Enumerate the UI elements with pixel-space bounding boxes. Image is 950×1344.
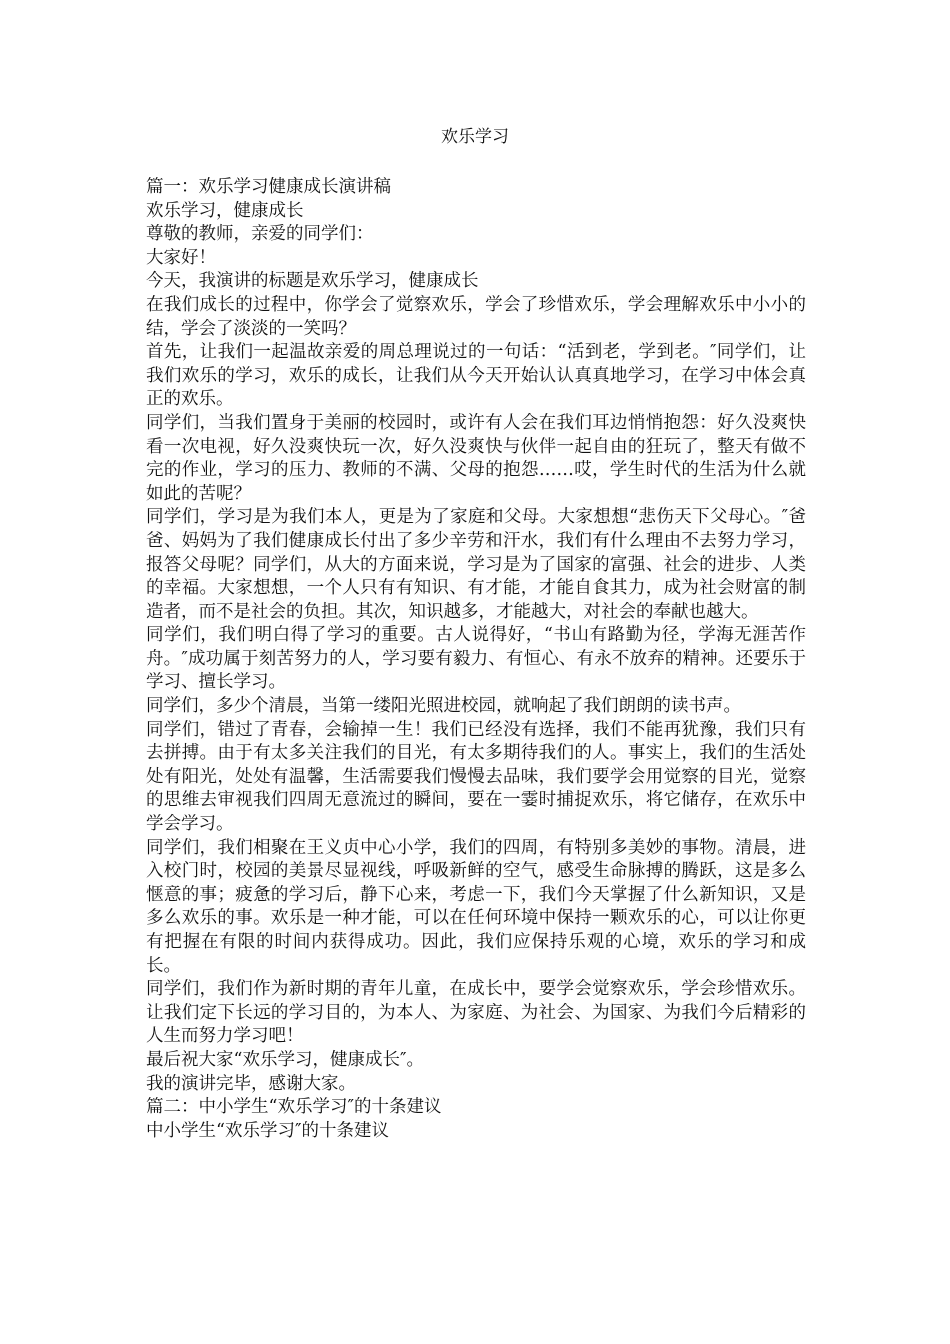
subheading-part-two: 中小学生“欢乐学习″的十条建议 [146, 1120, 389, 1141]
paragraph: 首先，让我们一起温故亲爱的周总理说过的一句话：“活到老，学到老。″同学们，让我们欢乐的学习，欢乐的成长，让我们从今天开始认认真真地学习，在学习中体会真正的欢乐。 [146, 342, 806, 410]
paragraph: 同学们，多少个清晨，当第一缕阳光照进校园，就响起了我们朗朗的读书声。 [146, 696, 741, 717]
document-body [146, 176, 806, 1143]
paragraph: 在我们成长的过程中，你学会了觉察欢乐，学会了珍惜欢乐，学会理解欢乐中小小的结，学会了淡淡的一笑吗？ [146, 294, 806, 339]
document-title: 欢乐学习 [441, 127, 509, 147]
paragraph: 同学们，我们明白得了学习的重要。古人说得好，“书山有路勤为径，学海无涯苦作舟。″成功属于刻苦努力的人，学习要有毅力、有恒心、有永不放弃的精神。还要乐于学习、擅长学习。 [146, 625, 806, 693]
salutation: 尊敬的教师，亲爱的同学们： [146, 224, 374, 245]
paragraph: 同学们，错过了青春，会输掉一生！我们已经没有选择，我们不能再犹豫，我们只有去拼搏。由于有太多关注我们的目光，有太多期待我们的人。事实上，我们的生活处处有阳光，处处有温馨，生活需要我们慢慢去品味，我们要学会用觉察的目光，觉察的思维去审视我们四周无意流过的瞬间，要在一霎时捕捉欢乐，将它储存，在欢乐中学会学习。 [146, 719, 806, 835]
paragraph: 同学们，我们作为新时期的青年儿童，在成长中，要学会觉察欢乐，学会珍惜欢乐。让我们定下长远的学习目的，为本人、为家庭、为社会、为国家、为我们今后精彩的人生而努力学习吧！ [146, 979, 806, 1047]
closing-wish: 最后祝大家“欢乐学习，健康成长″。 [146, 1049, 424, 1070]
greeting: 大家好！ [146, 247, 216, 268]
heading-part-one: 篇一：欢乐学习健康成长演讲稿 [146, 177, 391, 197]
closing-thanks: 我的演讲完毕，感谢大家。 [146, 1073, 356, 1094]
paragraph: 同学们，学习是为我们本人，更是为了家庭和父母。大家想想“悲伤天下父母心。″爸爸、妈妈为了我们健康成长付出了多少辛劳和汗水，我们有什么理由不去努力学习，报答父母呢？同学们，从大的方面来说，学习是为了国家的富强、社会的进步、人类的幸福。大家想想，一个人只有有知识、有才能，才能自食其力，成为社会财富的制造者，而不是社会的负担。其次，知识越多，才能越大，对社会的奉献也越大。 [146, 507, 806, 622]
paragraph: 同学们，我们相聚在王义贞中心小学，我们的四周，有特别多美妙的事物。清晨，进入校门时，校园的美景尽显视线，呼吸新鲜的空气，感受生命脉搏的腾跃，这是多么惬意的事；疲惫的学习后，静下心来，考虑一下，我们今天掌握了什么新知识，又是多么欢乐的事。欢乐是一种才能，可以在任何环境中保持一颗欢乐的心，可以让你更有把握在有限的时间内获得成功。因此，我们应保持乐观的心境，欢乐的学习和成长。 [146, 837, 806, 976]
speech-title: 欢乐学习，健康成长 [146, 200, 304, 221]
paragraph: 今天，我演讲的标题是欢乐学习，健康成长 [146, 271, 479, 292]
paragraph: 同学们，当我们置身于美丽的校园时，或许有人会在我们耳边悄悄抱怨：好久没爽快看一次电视，好久没爽快玩一次，好久没爽快与伙伴一起自由的狂玩了，整天有做不完的作业，学习的压力、教师的不满、父母的抱怨……哎，学生时代的生活为什么就如此的苦呢？ [146, 412, 806, 504]
heading-part-two: 篇二：中小学生“欢乐学习″的十条建议 [146, 1097, 442, 1118]
